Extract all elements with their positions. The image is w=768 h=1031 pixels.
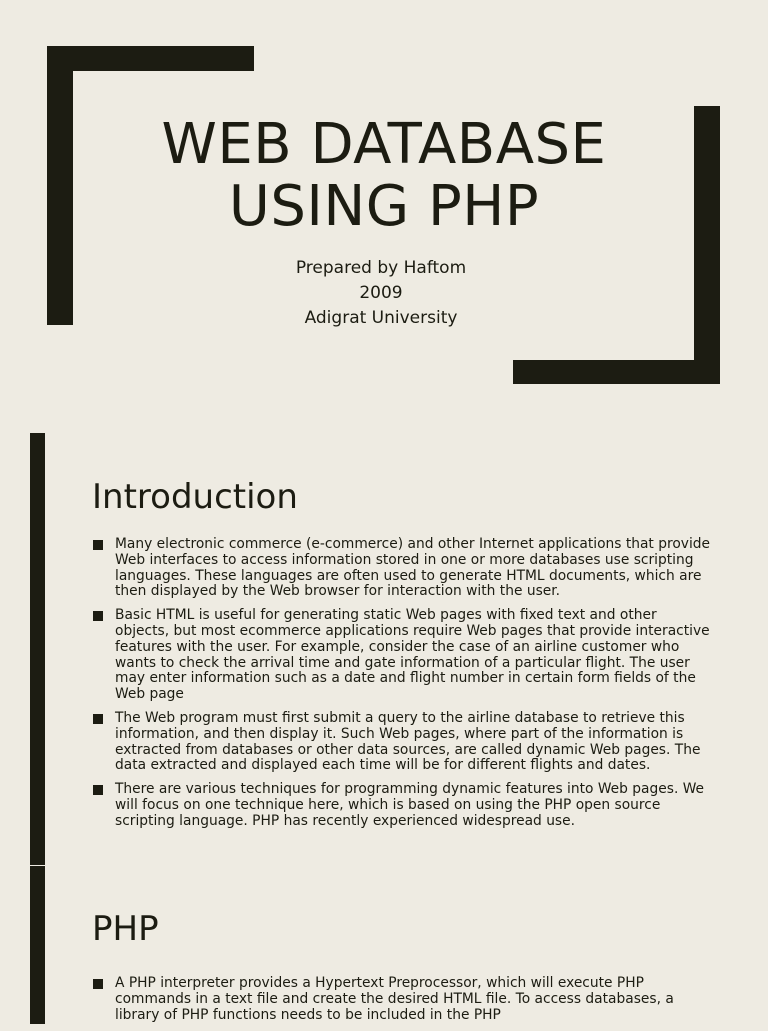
- list-item: [92, 782, 712, 829]
- bullet-text: Basic HTML is useful for generating static Web pages with fixed text and other objects, but most ecommerce applications require Web pages that provide interactive features with the user. For example, consider the case of an airline customer who wants to check the arrival time and gate information of a particular flight. The user may enter information such as a date and flight number in certain form fields of the Web page: [115, 607, 710, 703]
- title-line-2: USING PHP: [228, 174, 540, 239]
- bullet-text: There are various techniques for programming dynamic features into Web pages. We will focus on one technique here, which is based on using the PHP open source scripting language. PHP has recently experienced widespread use.: [115, 781, 705, 829]
- title-subtitle: [0, 256, 762, 331]
- author-line: Prepared by Haftom: [295, 258, 467, 278]
- title-frame-top-left-horizontal: [47, 46, 254, 71]
- list-item: [92, 537, 712, 600]
- institution-line: Adigrat University: [304, 308, 458, 328]
- list-item: [92, 711, 712, 774]
- title-frame-bottom-right-horizontal: [513, 360, 720, 384]
- title-line-1: WEB DATABASE: [161, 112, 607, 177]
- presentation-title: [0, 114, 768, 238]
- bullet-square-icon: [93, 979, 103, 989]
- bullet-text: Many electronic commerce (e-commerce) and other Internet applications that provide Web interfaces to access information stored in one or more databases use scripting languages. These languages are often used to generate HTML documents, which are then displayed by the Web browser for interaction with the user.: [115, 536, 711, 600]
- introduction-heading: Introduction: [92, 477, 298, 517]
- bullet-text: The Web program must first submit a query to the airline database to retrieve this information, and then display it. Such Web pages, where part of the information is extracted from databases or other data sources, are called dynamic Web pages. The data extracted and displayed each time will be for different flights and dates.: [115, 709, 701, 774]
- list-item: [92, 976, 712, 1023]
- php-heading: PHP: [92, 909, 159, 949]
- list-item: [92, 608, 712, 703]
- bullet-square-icon: [93, 540, 103, 550]
- bullet-square-icon: [93, 785, 103, 795]
- php-bullet-list: [92, 976, 712, 1031]
- introduction-bullet-list: [92, 537, 712, 838]
- bullet-text: A PHP interpreter provides a Hypertext Preprocessor, which will execute PHP commands in a text file and create the desired HTML file. To access databases, a library of PHP functions needs to be included in the PHP: [115, 975, 674, 1023]
- slide-accent-bar: [30, 433, 45, 1024]
- bullet-square-icon: [93, 611, 103, 621]
- bullet-square-icon: [93, 714, 103, 724]
- slide-divider: [30, 865, 45, 866]
- year-line: 2009: [359, 283, 403, 303]
